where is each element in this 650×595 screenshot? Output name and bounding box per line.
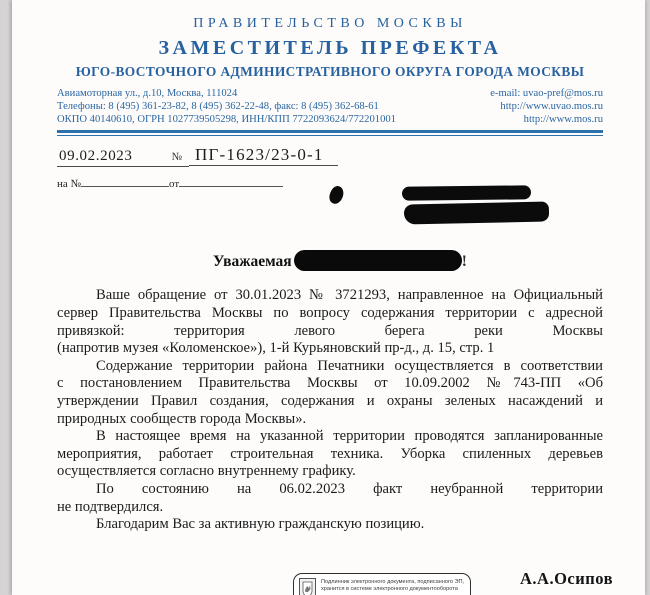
body-line: природных сообществ города Москвы». [57, 410, 307, 427]
salutation-prefix: Уважаемая [213, 253, 292, 271]
letterhead [57, 0, 603, 80]
body-line: (напротив музея «Коломенское»), 1-й Курьяновский пр-д., д. 15, стр. 1 [57, 340, 495, 357]
phone-numbers: Телефоны: 8 (495) 361-23-82, 8 (495) 362-22-48, факс: 8 (495) 362-68-61 [57, 101, 379, 113]
reply-number-blank [81, 176, 169, 187]
letter-body [57, 287, 603, 533]
postal-address: Авиамоторная ул., д.10, Москва, 111024 [57, 88, 238, 99]
body-line: Благодарим Вас за активную гражданскую позицию. [96, 516, 425, 533]
sender-subtitle: ЮГО-ВОСТОЧНОГО АДМИНИСТРАТИВНОГО ОКРУГА ГОРОДА МОСКВЫ [75, 64, 585, 79]
letter-date: 09.02.2023 [57, 148, 165, 167]
reference-line [57, 145, 603, 165]
letterhead-divider-thick [57, 130, 603, 134]
reply-from-label: от [169, 178, 180, 191]
contact-left [57, 87, 396, 127]
body-line: сервер Правительства Москвы по вопросу содержания территории с адресной [57, 304, 603, 321]
contact-block [57, 87, 603, 127]
body-line: не подтвердился. [57, 498, 164, 515]
body-line: утверждении Правил создания, содержания и охраны зеленых насаждений и [57, 392, 603, 409]
body-line: Содержание территории района Печатники осуществляется в соответствии [96, 357, 603, 374]
website-uvao: http://www.uvao.mos.ru [500, 101, 603, 113]
number-sign: № [165, 151, 190, 167]
stamp-text-line1: Подлинник электронного документа, подписанного ЭП, [321, 578, 465, 585]
redaction-bar-addressee-1 [402, 185, 531, 200]
redaction-bar-addressee-2 [404, 201, 549, 224]
salutation-suffix: ! [461, 253, 467, 271]
reply-number-label: на № [57, 178, 82, 191]
body-line: По состоянию на 06.02.2023 факт неубранной территории [96, 480, 603, 497]
body-line: привязкой: территория левого берега реки Москвы [57, 322, 603, 339]
body-line: осуществляется согласно внутреннему графику. [57, 463, 356, 480]
letter-number: ПГ-1623/23-0-1 [189, 145, 338, 166]
body-line: В настоящее время на указанной территории проводятся запланированные [96, 428, 603, 445]
body-line: мероприятия, работает строительная техника. Уборка спиленных деревьев [57, 445, 603, 462]
body-line: Ваше обращение от 30.01.2023 № 3721293, направленное на Официальный [96, 287, 603, 304]
letter-page [12, 0, 645, 595]
stamp-text [321, 578, 464, 592]
contact-right [490, 87, 603, 127]
reply-date-blank [179, 176, 283, 187]
signer-name: А.А.Осипов [520, 569, 614, 588]
registration-codes: ОКПО 40140610, ОГРН 1027739505298, ИНН/КПП 7722093624/772201001 [57, 114, 396, 126]
website-mos: http://www.mos.ru [523, 114, 603, 126]
letterhead-divider-thin [57, 135, 603, 137]
stamp-text-line2: хранится в системе электронного документооборота [321, 584, 458, 592]
email-address: e-mail: uvao-pref@mos.ru [490, 88, 603, 99]
body-line: с постановлением Правительства Москвы от 10.09.2002 №743-ПП «Об [57, 375, 603, 392]
salutation-line [213, 250, 603, 271]
org-name: ПРАВИТЕЛЬСТВО МОСКВЫ [193, 16, 467, 31]
redacted-addressee-name [294, 250, 462, 271]
moscow-coat-of-arms-icon [299, 578, 316, 595]
sender-title: ЗАМЕСТИТЕЛЬ ПРЕФЕКТА [158, 37, 502, 59]
electronic-signature-stamp [293, 573, 471, 595]
